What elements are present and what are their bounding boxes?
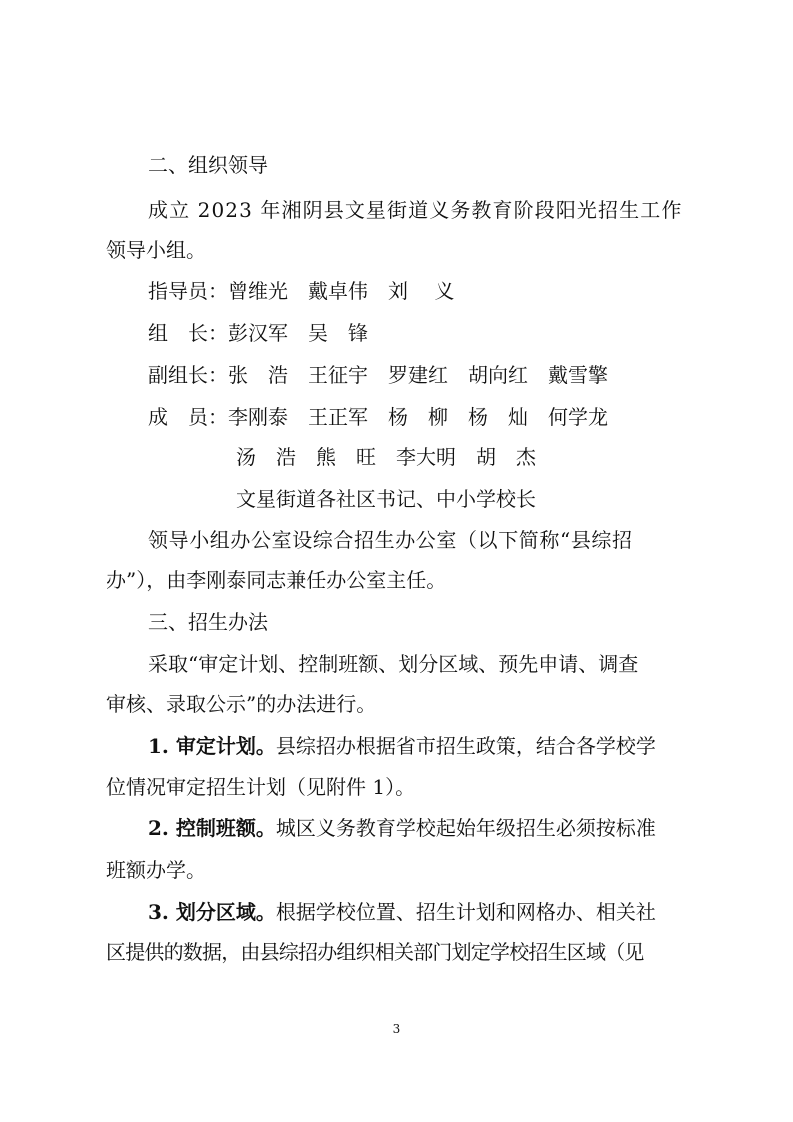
item-text: 城区义务教育学校起始年级招生必须按标准 xyxy=(275,816,656,840)
members-line: 汤 浩 熊 旺 李大明 胡 杰 xyxy=(236,445,536,469)
paragraph-line: 审核、录取公示”的办法进行。 xyxy=(106,692,377,716)
paragraph-line: 班额办学。 xyxy=(106,858,206,882)
item-text: 县综招办根据省市招生政策，结合各学校学 xyxy=(275,734,656,758)
guide-members: 指导员：曾维光 戴卓伟 刘 义 xyxy=(148,279,455,303)
deputy-leaders: 副组长：张 浩 王征宇 罗建红 胡向红 戴雪擎 xyxy=(148,363,608,387)
paragraph-line: 采取“审定计划、控制班额、划分区域、预先申请、调查 xyxy=(148,652,639,676)
group-leader: 组 长：彭汉军 吴 锋 xyxy=(148,321,368,345)
page-number: 3 xyxy=(392,1022,401,1036)
members-line: 文星街道各社区书记、中小学校长 xyxy=(236,487,536,511)
section-heading-enrollment-method: 三、招生办法 xyxy=(148,610,268,634)
paragraph-line: 领导小组。 xyxy=(106,238,206,262)
paragraph-line: 办”），由李刚泰同志兼任办公室主任。 xyxy=(106,568,447,592)
item-title: 2. 控制班额。 xyxy=(148,816,276,840)
section-heading-organization: 二、组织领导 xyxy=(148,153,268,177)
item-title: 3. 划分区域。 xyxy=(148,900,276,924)
paragraph-line: 成立 2023 年湘阴县文星街道义务教育阶段阳光招生工作 xyxy=(148,198,683,222)
members-line: 成 员：李刚泰 王正军 杨 柳 杨 灿 何学龙 xyxy=(148,405,608,429)
list-item xyxy=(148,900,656,924)
list-item xyxy=(148,816,656,840)
item-text: 根据学校位置、招生计划和网格办、相关社 xyxy=(275,900,656,924)
paragraph-line: 位情况审定招生计划（见附件 1）。 xyxy=(106,775,416,799)
item-title: 1. 审定计划。 xyxy=(148,734,276,758)
paragraph-line: 领导小组办公室设综合招生办公室（以下简称“县综招 xyxy=(148,528,633,552)
list-item xyxy=(148,734,656,758)
paragraph-line: 区提供的数据，由县综招办组织相关部门划定学校招生区域（见 xyxy=(106,940,644,964)
